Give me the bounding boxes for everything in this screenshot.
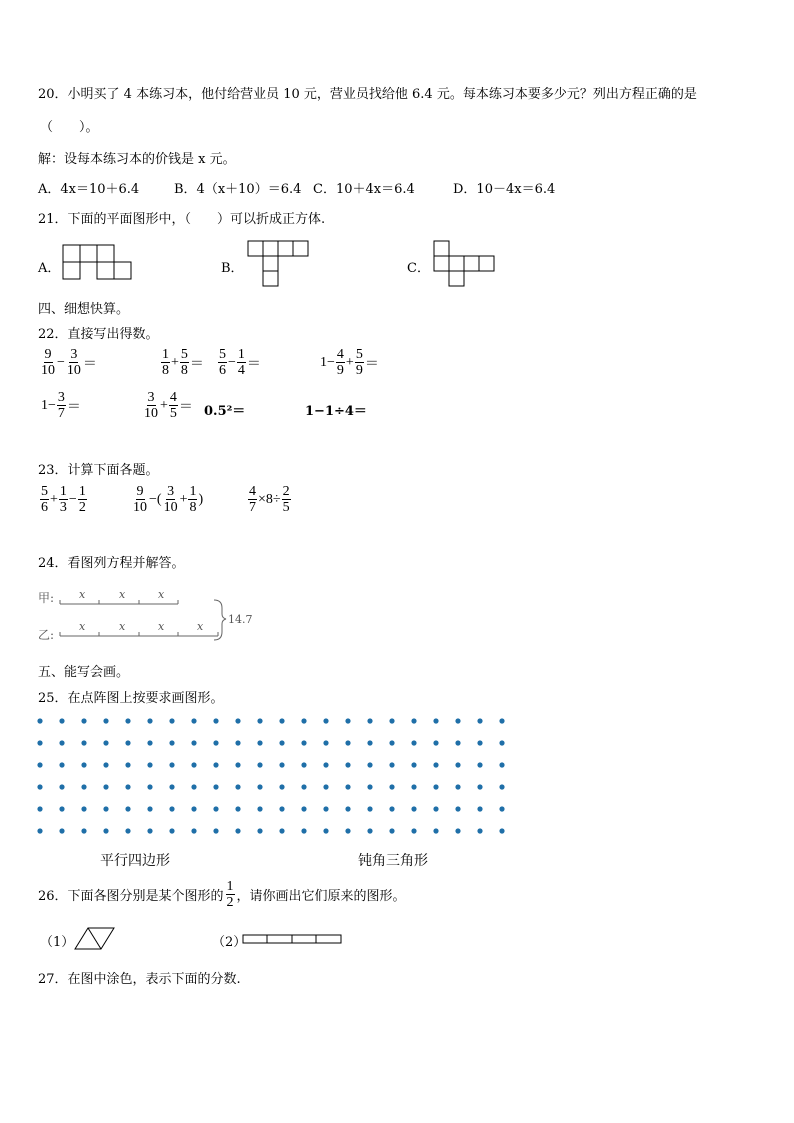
grid-dot[interactable] — [411, 784, 416, 789]
grid-dot[interactable] — [499, 718, 504, 723]
grid-dot[interactable] — [389, 784, 394, 789]
q22-expr-2: $\frac{1}{8}$ + $\frac{5}{8}$ ＝ — [162, 347, 204, 378]
grid-dot[interactable] — [257, 806, 262, 811]
grid-dot[interactable] — [455, 806, 460, 811]
grid-dot[interactable] — [213, 762, 218, 767]
q21-option-c-label[interactable]: C． — [407, 261, 430, 276]
q24-yi-x2: x — [119, 620, 126, 633]
grid-dot[interactable] — [169, 828, 174, 833]
grid-dot[interactable] — [257, 740, 262, 745]
grid-dot[interactable] — [301, 806, 306, 811]
grid-dot[interactable] — [169, 784, 174, 789]
q22-expr-4: 1− $\frac{4}{9}$ + $\frac{5}{9}$ ＝ — [320, 347, 379, 378]
grid-dot[interactable] — [323, 718, 328, 723]
grid-dot[interactable] — [103, 762, 108, 767]
grid-dot[interactable] — [411, 828, 416, 833]
grid-dot[interactable] — [367, 828, 372, 833]
grid-dot[interactable] — [213, 784, 218, 789]
grid-dot[interactable] — [477, 806, 482, 811]
grid-dot[interactable] — [455, 740, 460, 745]
q20-option-d[interactable]: D．10－4x＝6.4 — [453, 182, 556, 197]
grid-dot[interactable] — [477, 740, 482, 745]
grid-dot[interactable] — [125, 718, 130, 723]
grid-dot[interactable] — [433, 784, 438, 789]
q24-jia-x2: x — [119, 588, 126, 601]
grid-dot[interactable] — [81, 784, 86, 789]
grid-dot[interactable] — [37, 740, 42, 745]
grid-dot[interactable] — [499, 762, 504, 767]
grid-dot[interactable] — [499, 740, 504, 745]
grid-dot[interactable] — [213, 718, 218, 723]
q22-expr-3: $\frac{5}{6}$ − $\frac{1}{4}$ ＝ — [219, 347, 261, 378]
grid-dot[interactable] — [279, 740, 284, 745]
q21-option-a-label[interactable]: A． — [38, 261, 61, 276]
grid-dot[interactable] — [323, 784, 328, 789]
grid-dot[interactable] — [477, 828, 482, 833]
grid-dot[interactable] — [169, 740, 174, 745]
q27-stem: 27．在图中涂色，表示下面的分数. — [38, 972, 241, 987]
grid-dot[interactable] — [213, 806, 218, 811]
grid-dot[interactable] — [301, 740, 306, 745]
grid-dot[interactable] — [81, 828, 86, 833]
q25-stem: 25．在点阵图上按要求画图形。 — [38, 691, 224, 706]
grid-dot[interactable] — [389, 806, 394, 811]
q20-option-a[interactable]: A．4x＝10＋6.4 — [38, 182, 140, 197]
grid-dot[interactable] — [411, 740, 416, 745]
grid-dot[interactable] — [37, 806, 42, 811]
grid-dot[interactable] — [301, 828, 306, 833]
grid-dot[interactable] — [235, 740, 240, 745]
q26-half-shape-2 — [242, 933, 344, 945]
grid-dot[interactable] — [169, 762, 174, 767]
grid-dot[interactable] — [191, 718, 196, 723]
q23-expr-1: $\frac{5}{6}$ + $\frac{1}{3}$ − $\frac{1}{2}$ — [41, 484, 86, 515]
grid-dot[interactable] — [455, 828, 460, 833]
grid-dot[interactable] — [433, 762, 438, 767]
q24-yi-x1: x — [79, 620, 86, 633]
q22-expr-5: 1− $\frac{3}{7}$ ＝ — [41, 390, 81, 421]
grid-dot[interactable] — [257, 718, 262, 723]
grid-dot[interactable] — [499, 828, 504, 833]
grid-dot[interactable] — [169, 718, 174, 723]
grid-dot[interactable] — [191, 806, 196, 811]
grid-dot[interactable] — [345, 806, 350, 811]
q26-label-2: （2） — [212, 935, 247, 950]
grid-dot[interactable] — [389, 718, 394, 723]
grid-dot[interactable] — [345, 718, 350, 723]
grid-dot[interactable] — [323, 806, 328, 811]
grid-dot[interactable] — [433, 806, 438, 811]
grid-dot[interactable] — [147, 828, 152, 833]
grid-dot[interactable] — [147, 784, 152, 789]
grid-dot[interactable] — [59, 784, 64, 789]
grid-dot[interactable] — [455, 784, 460, 789]
grid-dot[interactable] — [279, 784, 284, 789]
q26-stem: 26．下面各图分别是某个图形的 $\frac{1}{2}$ ，请你画出它们原来的图形。 — [38, 879, 406, 910]
grid-dot[interactable] — [191, 762, 196, 767]
grid-dot[interactable] — [191, 828, 196, 833]
grid-dot[interactable] — [213, 828, 218, 833]
grid-dot[interactable] — [367, 718, 372, 723]
q23-stem: 23．计算下面各题。 — [38, 463, 159, 478]
q21-option-b-label[interactable]: B． — [221, 261, 244, 276]
q24-label-jia: 甲: — [38, 591, 55, 605]
grid-dot[interactable] — [81, 718, 86, 723]
grid-dot[interactable] — [59, 718, 64, 723]
q24-label-yi: 乙: — [38, 628, 55, 642]
q22-expr-6: $\frac{3}{10}$ + $\frac{4}{5}$ ＝ — [144, 390, 193, 421]
grid-dot[interactable] — [257, 828, 262, 833]
grid-dot[interactable] — [125, 806, 130, 811]
q20-stem: 20．小明买了 4 本练习本，他付给营业员 10 元，营业员找给他 6.4 元。每本练习本要多少元？列出方程正确的是 — [38, 87, 697, 102]
grid-dot[interactable] — [477, 784, 482, 789]
grid-dot[interactable] — [147, 740, 152, 745]
q22-expr-1: $\frac{9}{10}$ − $\frac{3}{10}$ ＝ — [41, 347, 97, 378]
q20-option-c[interactable]: C．10＋4x＝6.4 — [313, 182, 415, 197]
q23-expr-2: $\frac{9}{10}$ −( $\frac{3}{10}$ + $\frac{1}{8}$ ) — [133, 484, 204, 515]
grid-dot[interactable] — [323, 762, 328, 767]
grid-dot[interactable] — [125, 784, 130, 789]
grid-dot[interactable] — [147, 718, 152, 723]
section-5-heading: 五、能写会画。 — [38, 665, 130, 680]
grid-dot[interactable] — [477, 762, 482, 767]
grid-dot[interactable] — [301, 718, 306, 723]
grid-dot[interactable] — [235, 718, 240, 723]
grid-dot[interactable] — [433, 740, 438, 745]
q24-jia-x3: x — [158, 588, 165, 601]
q20-hint: 解：设每本练习本的价钱是 x 元。 — [38, 152, 236, 167]
grid-dot[interactable] — [257, 784, 262, 789]
grid-dot[interactable] — [103, 828, 108, 833]
q21-stem: 21．下面的平面图形中，（ ）可以折成正方体. — [38, 212, 326, 227]
grid-dot[interactable] — [59, 806, 64, 811]
grid-dot[interactable] — [279, 828, 284, 833]
q22-expr-8: 1−1÷4＝ — [305, 404, 367, 419]
grid-dot[interactable] — [125, 828, 130, 833]
grid-dot[interactable] — [235, 784, 240, 789]
grid-dot[interactable] — [59, 740, 64, 745]
grid-dot[interactable] — [147, 806, 152, 811]
q24-jia-x1: x — [79, 588, 86, 601]
q22-expr-7: 0.5²＝ — [204, 404, 246, 419]
grid-dot[interactable] — [301, 784, 306, 789]
grid-dot[interactable] — [455, 762, 460, 767]
grid-dot[interactable] — [235, 828, 240, 833]
grid-dot[interactable] — [81, 740, 86, 745]
q24-yi-x4: x — [197, 620, 204, 633]
grid-dot[interactable] — [59, 828, 64, 833]
q25-caption-parallelogram: 平行四边形 — [100, 853, 170, 869]
q24-yi-x3: x — [158, 620, 165, 633]
grid-dot[interactable] — [125, 740, 130, 745]
grid-dot[interactable] — [37, 784, 42, 789]
grid-dot[interactable] — [367, 784, 372, 789]
grid-dot[interactable] — [455, 718, 460, 723]
grid-dot[interactable] — [499, 784, 504, 789]
grid-dot[interactable] — [345, 784, 350, 789]
section-4-heading: 四、细想快算。 — [38, 302, 130, 317]
grid-dot[interactable] — [59, 762, 64, 767]
grid-dot[interactable] — [37, 828, 42, 833]
q26-label-1: （1） — [40, 935, 75, 950]
grid-dot[interactable] — [367, 806, 372, 811]
grid-dot[interactable] — [103, 740, 108, 745]
grid-dot[interactable] — [169, 806, 174, 811]
grid-dot[interactable] — [37, 762, 42, 767]
q23-expr-3: $\frac{4}{7}$ ×8÷ $\frac{2}{5}$ — [249, 484, 290, 515]
grid-dot[interactable] — [257, 762, 262, 767]
grid-dot[interactable] — [477, 718, 482, 723]
grid-dot[interactable] — [191, 784, 196, 789]
grid-dot[interactable] — [301, 762, 306, 767]
grid-dot[interactable] — [411, 762, 416, 767]
grid-dot[interactable] — [411, 718, 416, 723]
grid-dot[interactable] — [103, 806, 108, 811]
grid-dot[interactable] — [213, 740, 218, 745]
grid-dot[interactable] — [499, 806, 504, 811]
grid-dot[interactable] — [345, 740, 350, 745]
q22-stem: 22．直接写出得数。 — [38, 327, 159, 342]
grid-dot[interactable] — [345, 828, 350, 833]
grid-dot[interactable] — [389, 828, 394, 833]
grid-dot[interactable] — [125, 762, 130, 767]
grid-dot[interactable] — [103, 718, 108, 723]
grid-dot[interactable] — [81, 806, 86, 811]
grid-dot[interactable] — [323, 740, 328, 745]
grid-dot[interactable] — [279, 806, 284, 811]
grid-dot[interactable] — [235, 806, 240, 811]
q20-option-b[interactable]: B．4（x＋10）＝6.4 — [174, 182, 302, 197]
grid-dot[interactable] — [389, 740, 394, 745]
q20-answer-paren: （ ）。 — [40, 120, 99, 135]
grid-dot[interactable] — [367, 740, 372, 745]
grid-dot[interactable] — [411, 806, 416, 811]
grid-dot[interactable] — [81, 762, 86, 767]
q26-half-shape-1 — [74, 927, 116, 951]
q24-total: 14.7 — [228, 613, 253, 626]
grid-dot[interactable] — [433, 828, 438, 833]
grid-dot[interactable] — [367, 762, 372, 767]
grid-dot[interactable] — [103, 784, 108, 789]
q25-caption-obtuse-triangle: 钝角三角形 — [358, 853, 428, 869]
grid-dot[interactable] — [279, 762, 284, 767]
grid-dot[interactable] — [323, 828, 328, 833]
grid-dot[interactable] — [279, 718, 284, 723]
grid-dot[interactable] — [37, 718, 42, 723]
grid-dot[interactable] — [235, 762, 240, 767]
grid-dot[interactable] — [191, 740, 196, 745]
grid-dot[interactable] — [147, 762, 152, 767]
grid-dot[interactable] — [433, 718, 438, 723]
q24-stem: 24．看图列方程并解答。 — [38, 556, 185, 571]
grid-dot[interactable] — [345, 762, 350, 767]
grid-dot[interactable] — [389, 762, 394, 767]
